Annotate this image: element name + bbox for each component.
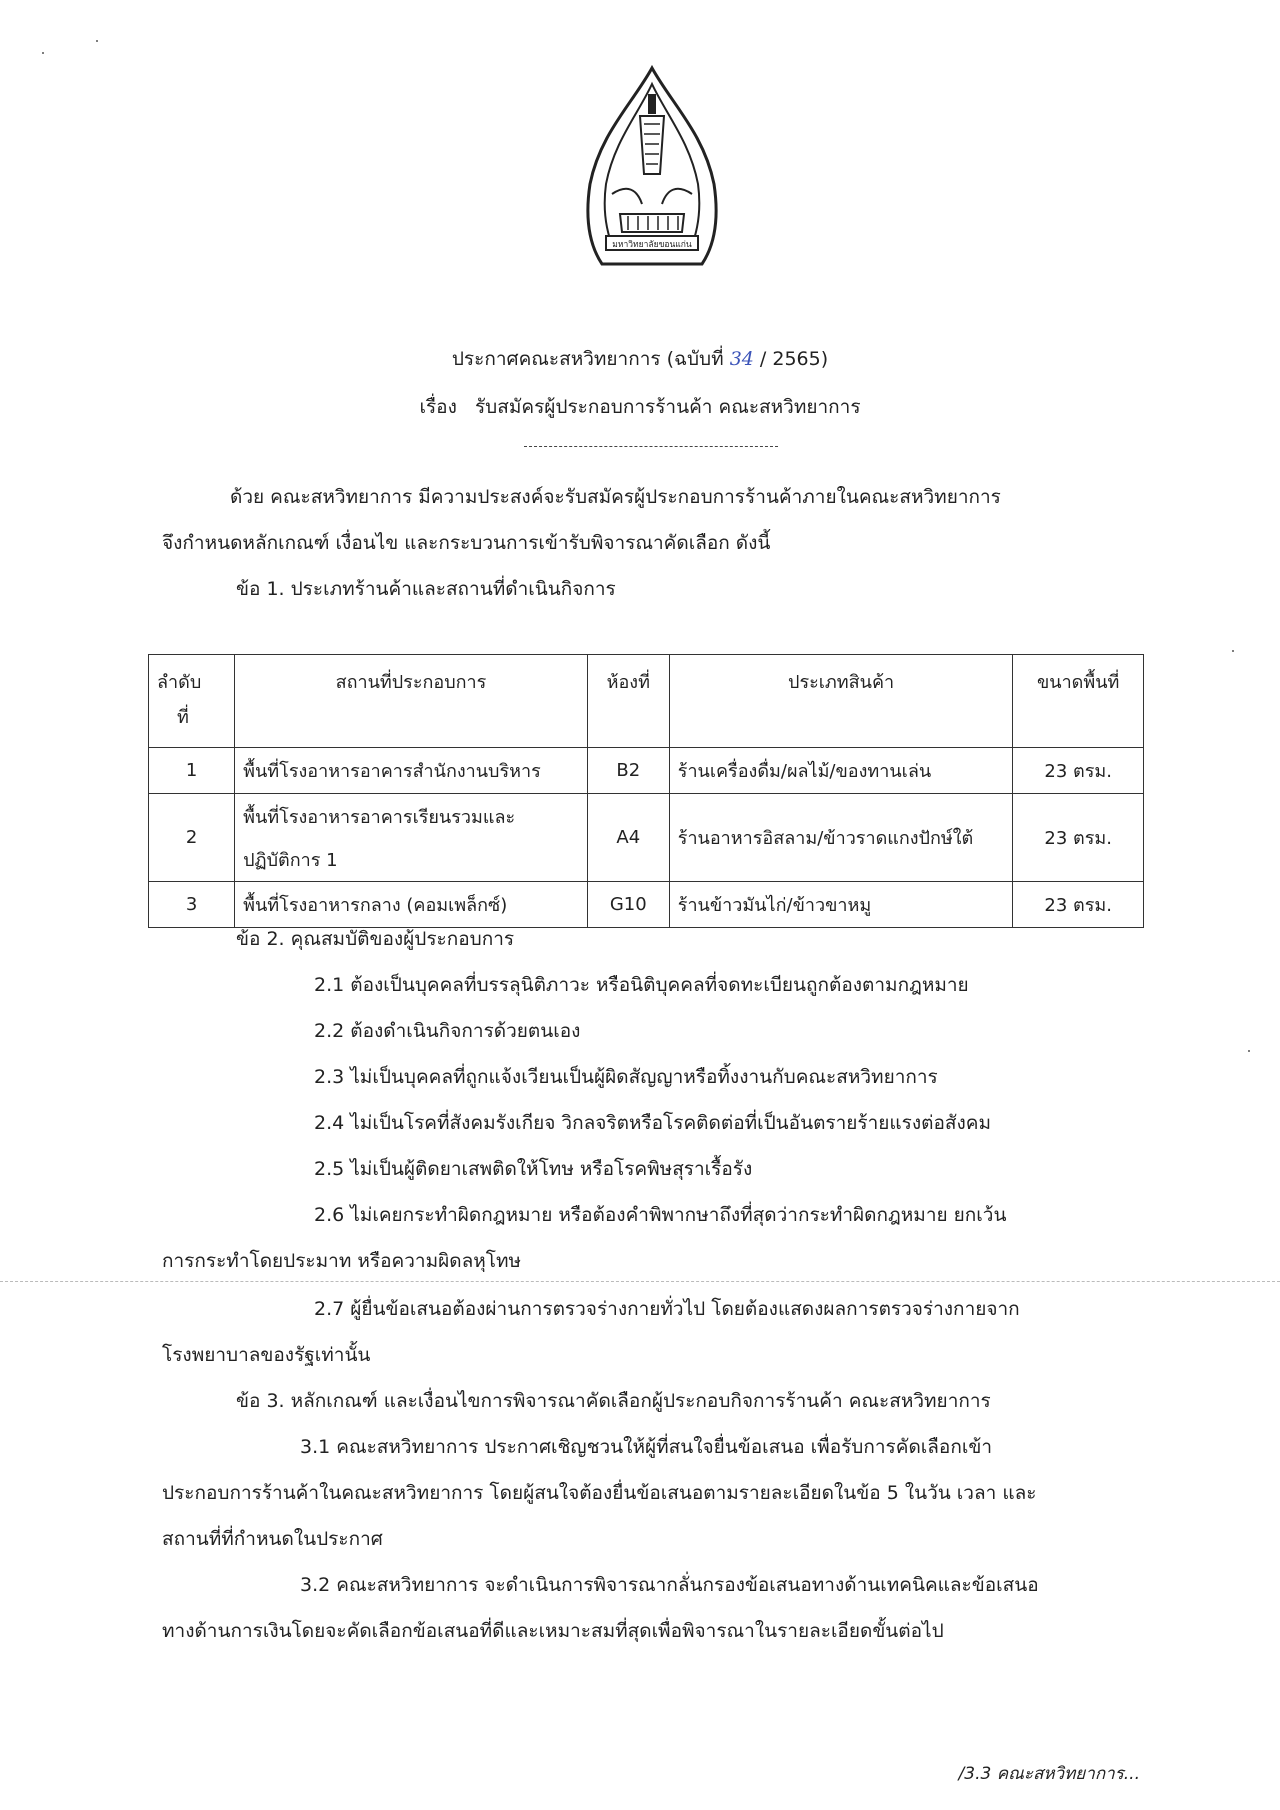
- table-row: [149, 882, 1144, 928]
- announcement-suffix: / 2565): [759, 348, 829, 370]
- para-3-2-line-2: ทางด้านการเงินโดยจะคัดเลือกข้อเสนอที่ดีและเหมาะสมที่สุดเพื่อพิจารณาในรายละเอียดขั้นต่อไป: [162, 1620, 944, 1642]
- section-3-title: ข้อ 3. หลักเกณฑ์ และเงื่อนไขการพิจารณาคัดเลือกผู้ประกอบกิจการร้านค้า คณะสหวิทยาการ: [236, 1390, 991, 1412]
- table-row: [149, 794, 1144, 882]
- item-2-5: 2.5 ไม่เป็นผู้ติดยาเสพติดให้โทษ หรือโรคพิษสุราเรื้อรัง: [314, 1158, 753, 1180]
- para-3-1-line-3: สถานที่ที่กำหนดในประกาศ: [162, 1528, 383, 1550]
- continuation-note: /3.3 คณะสหวิทยาการ...: [958, 1764, 1140, 1784]
- announcement-title: [0, 346, 1280, 372]
- table-header-row: [149, 655, 1144, 748]
- cell-type: ร้านข้าวมันไก่/ข้าวขาหมู: [669, 882, 1013, 928]
- item-2-4: 2.4 ไม่เป็นโรคที่สังคมรังเกียจ วิกลจริตหรือโรคติดต่อที่เป็นอันตรายร้ายแรงต่อสังคม: [314, 1112, 992, 1134]
- shop-table: [148, 654, 1144, 928]
- cell-size: 23 ตรม.: [1013, 794, 1144, 882]
- item-2-7-line-2: โรงพยาบาลของรัฐเท่านั้น: [162, 1344, 371, 1366]
- university-seal: [582, 64, 722, 284]
- scan-crease: [0, 1281, 1280, 1282]
- scan-speck: [1248, 1050, 1250, 1052]
- para-3-2-line-1: 3.2 คณะสหวิทยาการ จะดำเนินการพิจารณากลั่นกรองข้อเสนอทางด้านเทคนิคและข้อเสนอ: [300, 1574, 1039, 1596]
- cell-no: 2: [149, 794, 235, 882]
- cell-place: พื้นที่โรงอาหารอาคารสำนักงานบริหาร: [235, 748, 588, 794]
- table-row: [149, 748, 1144, 794]
- title-divider: [524, 446, 778, 447]
- cell-place: พื้นที่โรงอาหารกลาง (คอมเพล็กซ์): [235, 882, 588, 928]
- subject-text: รับสมัครผู้ประกอบการร้านค้า คณะสหวิทยาการ: [474, 396, 861, 418]
- announcement-prefix: ประกาศคณะสหวิทยาการ (ฉบับที่: [451, 348, 724, 370]
- section-1-title: ข้อ 1. ประเภทร้านค้าและสถานที่ดำเนินกิจการ: [236, 578, 616, 600]
- cell-no: 3: [149, 882, 235, 928]
- scan-speck: [1232, 650, 1234, 652]
- cell-place-line-1: พื้นที่โรงอาหารอาคารเรียนรวมและ: [243, 806, 516, 828]
- item-2-1: 2.1 ต้องเป็นบุคคลที่บรรลุนิติภาวะ หรือนิติบุคคลที่จดทะเบียนถูกต้องตามกฎหมาย: [314, 974, 969, 996]
- university-seal-icon: [582, 64, 722, 284]
- header-type: ประเภทสินค้า: [669, 655, 1013, 748]
- seal-caption: มหาวิทยาลัยขอนแก่น: [612, 240, 692, 250]
- cell-place: [235, 794, 588, 882]
- subject-label: เรื่อง: [419, 396, 457, 418]
- cell-room: G10: [587, 882, 669, 928]
- cell-no: 1: [149, 748, 235, 794]
- announcement-subject: [0, 394, 1280, 420]
- header-room: ห้องที่: [587, 655, 669, 748]
- cell-room: A4: [587, 794, 669, 882]
- cell-place-line-2: ปฏิบัติการ 1: [243, 849, 338, 871]
- cell-type: ร้านอาหารอิสลาม/ข้าวราดแกงปักษ์ใต้: [669, 794, 1013, 882]
- header-place: สถานที่ประกอบการ: [235, 655, 588, 748]
- para-3-1-line-2: ประกอบการร้านค้าในคณะสหวิทยาการ โดยผู้สนใจต้องยื่นข้อเสนอตามรายละเอียดในข้อ 5 ในวัน เวลา และ: [162, 1482, 1037, 1504]
- header-size: ขนาดพื้นที่: [1013, 655, 1144, 748]
- cell-type: ร้านเครื่องดื่ม/ผลไม้/ของทานเล่น: [669, 748, 1013, 794]
- intro-line-2: จึงกำหนดหลักเกณฑ์ เงื่อนไข และกระบวนการเข้ารับพิจารณาคัดเลือก ดังนี้: [162, 532, 771, 554]
- header-no: ลำดับ ที่: [149, 655, 235, 748]
- announcement-number: 34: [729, 348, 754, 370]
- cell-size: 23 ตรม.: [1013, 882, 1144, 928]
- cell-room: B2: [587, 748, 669, 794]
- item-2-3: 2.3 ไม่เป็นบุคคลที่ถูกแจ้งเวียนเป็นผู้ผิดสัญญาหรือทิ้งงานกับคณะสหวิทยาการ: [314, 1066, 938, 1088]
- cell-size: 23 ตรม.: [1013, 748, 1144, 794]
- scan-speck: [96, 40, 98, 42]
- para-3-1-line-1: 3.1 คณะสหวิทยาการ ประกาศเชิญชวนให้ผู้ที่สนใจยื่นข้อเสนอ เพื่อรับการคัดเลือกเข้า: [300, 1436, 992, 1458]
- item-2-7-line-1: 2.7 ผู้ยื่นข้อเสนอต้องผ่านการตรวจร่างกายทั่วไป โดยต้องแสดงผลการตรวจร่างกายจาก: [314, 1298, 1020, 1320]
- item-2-2: 2.2 ต้องดำเนินกิจการด้วยตนเอง: [314, 1020, 581, 1042]
- scan-speck: [42, 52, 44, 54]
- item-2-6-line-1: 2.6 ไม่เคยกระทำผิดกฎหมาย หรือต้องคำพิพากษาถึงที่สุดว่ากระทำผิดกฎหมาย ยกเว้น: [314, 1204, 1007, 1226]
- section-2-title: ข้อ 2. คุณสมบัติของผู้ประกอบการ: [236, 928, 515, 950]
- item-2-6-line-2: การกระทำโดยประมาท หรือความผิดลหุโทษ: [162, 1250, 521, 1272]
- intro-line-1: ด้วย คณะสหวิทยาการ มีความประสงค์จะรับสมัครผู้ประกอบการร้านค้าภายในคณะสหวิทยาการ: [230, 486, 1001, 508]
